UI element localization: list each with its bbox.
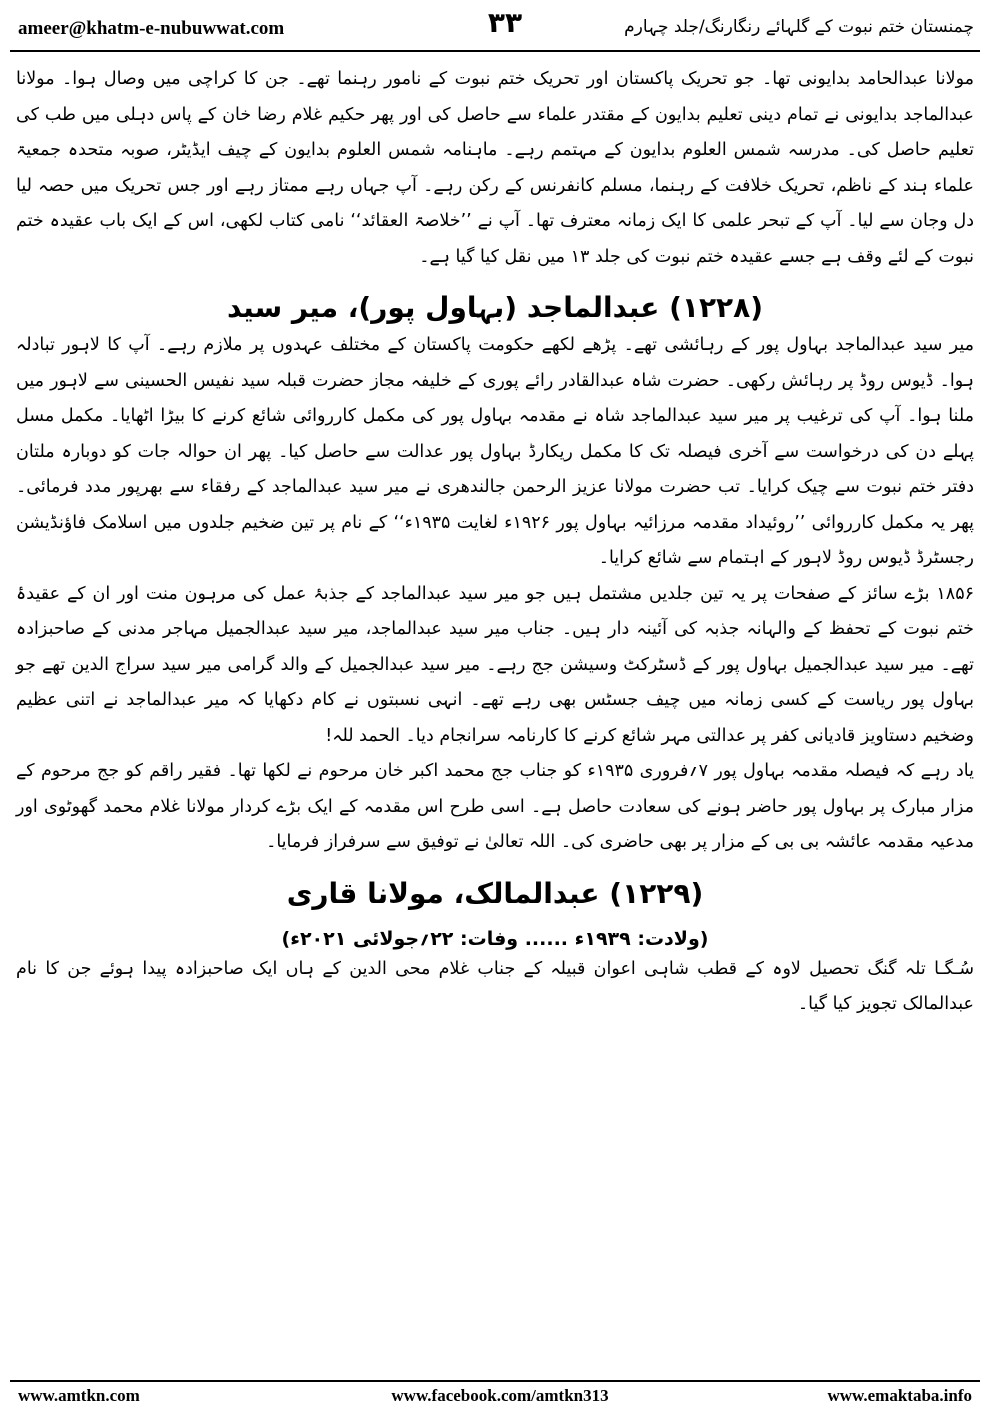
page-body <box>16 62 974 1023</box>
footer-link-amtkn[interactable]: www.amtkn.com <box>18 1386 140 1405</box>
birth-death-dates: (ولادت: ۱۹۳۹ء ...... وفات: ۲۲؍جولائی ۲۰۲۱ء) <box>281 927 709 950</box>
page-number: ۳۳ <box>487 6 523 39</box>
page-footer <box>10 1386 980 1412</box>
header-email: ameer@khatm-e-nubuwwat.com <box>18 18 285 39</box>
footer-divider <box>10 1380 980 1382</box>
page-header <box>10 6 980 46</box>
paragraph-1228-c: یاد رہے کہ فیصلہ مقدمہ بہاول پور ۷؍فروری ۱۹۳۵ء کو جناب جج محمد اکبر خان مرحوم نے لکھا تھا۔ فقیر راقم کو جج مرحوم کے مزار مبارک پر بہاول پور حاضر ہونے کی سعادت حاصل ہے۔ اسی طرح اس مقدمہ کے ایک بڑے کردار مولانا غلام محمد گھوٹوی اور مدعیہ مقدمہ عائشہ بی بی کے مزار پر بھی حاضری کی۔ اللہ تعالیٰ نے توفیق سے سرفراز فرمایا۔ <box>16 761 974 852</box>
paragraph-1229-a: سُـگـا تلہ گنگ تحصیل لاوہ کے قطب شاہی اعوان قبیلہ کے جناب غلام محی الدین کے ہاں ایک صاحبزادہ پیدا ہوئے جن کا نام عبدالمالک تجویز کیا گیا۔ <box>16 958 974 1014</box>
paragraph-1228-b: ۱۸۵۶ بڑے سائز کے صفحات پر یہ تین جلدیں مشتمل ہیں جو میر سید عبدالماجد کے جذبۂ عمل کی مرہون منت اور ان کے عقیدۂ ختم نبوت کے تحفظ کے والہانہ جذبہ کی آئینہ دار ہیں۔ جناب میر سید عبدالماجد، میر سید عبدالجمیل مہاجر مدنی کے صاحبزادہ تھے۔ میر سید عبدالجمیل بہاول پور کے ڈسٹرکٹ وسیشن جج رہے۔ میر سید عبدالجمیل کے والد گرامی میر سید سراج الدین تھے جو بہاول پور ریاست کے کسی زمانہ میں چیف جسٹس بھی رہے تھے۔ انہی نسبتوں نے کام دکھایا کہ میر عبدالماجد نے اتنی عظیم وضخیم دستاویز قادیانی کفر پر عدالتی مہر شائع کرنے کا کارنامہ سرانجام دیا۔ الحمد للہ! <box>16 583 974 746</box>
footer-link-emaktaba[interactable]: www.emaktaba.info <box>827 1386 972 1405</box>
paragraph-intro: مولانا عبدالحامد بدایونی تھا۔ جو تحریک پاکستان اور تحریک ختم نبوت کے نامور رہنما تھے۔ جن کا کراچی میں وصال ہوا۔ مولانا عبدالماجد بدایونی نے تمام دینی تعلیم بدایون کے مقتدر علماء سے حاصل کی اور پھر حکیم غلام رضا خان کے پاس دہلی میں طب کی تعلیم حاصل کی۔ مدرسہ شمس العلوم بدایون کے مہتمم رہے۔ ماہنامہ شمس العلوم بدایون کے چیف ایڈیٹر، صوبہ متحدہ جمعیۃ علماء ہند کے ناظم، تحریک خلافت کے رہنما، مسلم کانفرنس کے رکن رہے۔ آپ جہاں رہے ممتاز رہے اور جس تحریک میں حصہ لیا دل وجان سے لیا۔ آپ کے تبحر علمی کا ایک زمانہ معترف تھا۔ آپ نے ’’خلاصۃ العقائد‘‘ نامی کتاب لکھی، اس کے ایک باب عقیدہ ختم نبوت کے لئے وقف ہے جسے عقیدہ ختم نبوت کی جلد ۱۳ میں نقل کیا گیا ہے۔ <box>16 69 974 267</box>
footer-link-facebook[interactable]: www.facebook.com/amtkn313 <box>391 1386 609 1405</box>
section-heading-1228: (۱۲۲۸) عبدالماجد (بہاول پور)، میر سید <box>226 291 764 324</box>
paragraph-1228-a: میر سید عبدالماجد بہاول پور کے رہائشی تھے۔ پڑھے لکھے حکومت پاکستان کے مختلف عہدوں پر ملازم رہے۔ آپ کا لاہور تبادلہ ہوا۔ ڈیوس روڈ پر رہائش رکھی۔ حضرت شاہ عبدالقادر رائے پوری کے خلیفہ مجاز حضرت قبلہ سید نفیس الحسینی سے لاہور میں ملنا ہوا۔ آپ کی ترغیب پر میر سید عبدالماجد شاہ نے مقدمہ بہاول پور کی مکمل کارروائی شائع کرنے کا بیڑا اٹھایا۔ مکمل مسل پہلے دن کی درخواست سے آخری فیصلہ تک کا مکمل ریکارڈ بہاول پور عدالت سے حاصل کیا۔ پھر ان حوالہ جات کو دوبارہ ملتان دفتر ختم نبوت سے چیک کرایا۔ تب حضرت مولانا عزیز الرحمن جالندھری نے میر سید عبدالماجد کے رفقاء سے بھرپور مدد فرمائی۔ پھر یہ مکمل کارروائی ’’روئیداد مقدمہ مرزائیہ بہاول پور ۱۹۲۶ء لغایت ۱۹۳۵ء‘‘ کے نام پر تین ضخیم جلدوں میں اسلامک فاؤنڈیشن رجسٹرڈ ڈیوس روڈ لاہور کے اہتمام سے شائع کرایا۔ <box>16 335 975 568</box>
section-heading-1229: (۱۲۲۹) عبدالمالک، مولانا قاری <box>286 876 704 910</box>
book-title: چمنستان ختم نبوت کے گلہائے رنگارنگ/جلد چہارم <box>624 17 974 37</box>
header-divider <box>10 50 980 52</box>
